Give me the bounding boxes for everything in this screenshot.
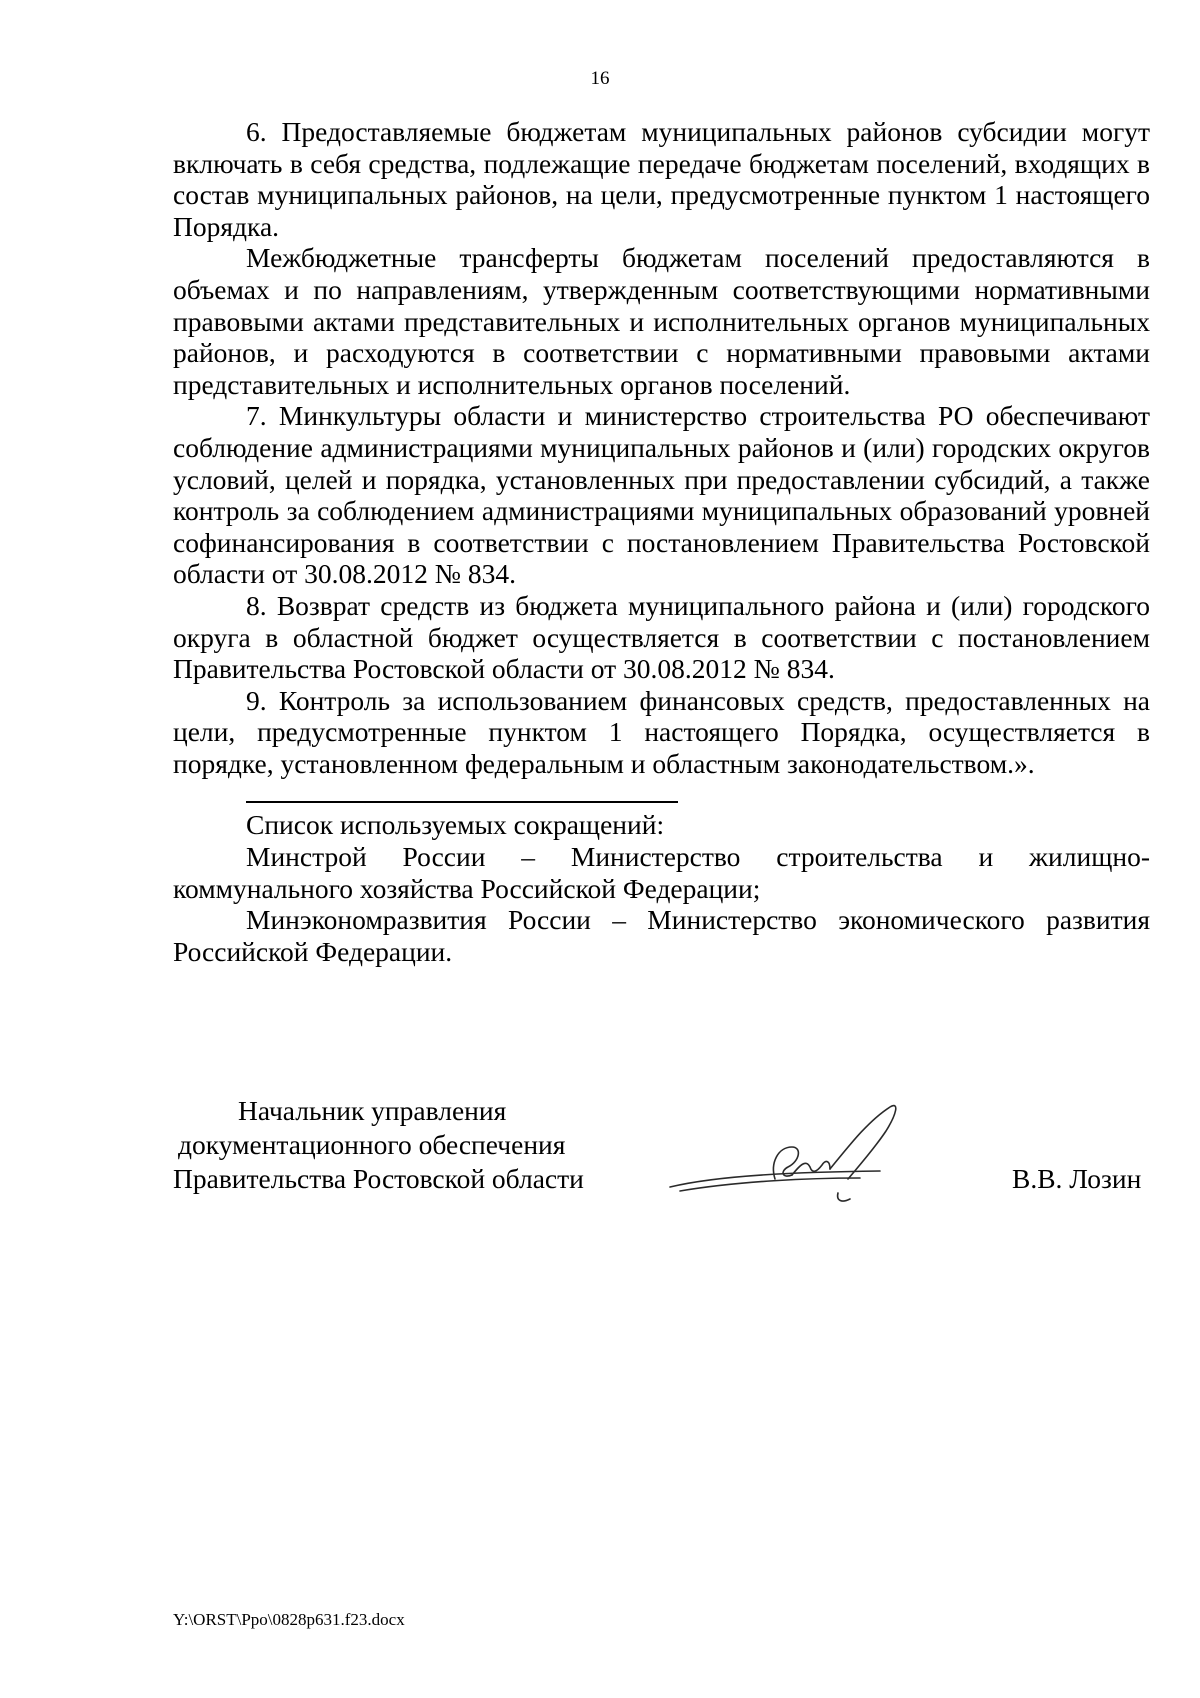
signatory-title-line: Начальник управления xyxy=(238,1095,507,1126)
paragraph-7: 7. Минкультуры области и министерство строительства РО обеспечивают соблюдение администрациями муниципальных районов и (или) городских округов условий, целей и порядка, установленных при предоставлении субсидий, а также контроль за соблюдением администрациями муниципальных образований уровней софинансирования в соответствии с постановлением Правительства Ростовской области от 30.08.2012 № 834. xyxy=(173,400,1150,590)
abbreviation-item: Минстрой России – Министерство строительства и жилищно-коммунального хозяйства Российской Федерации; xyxy=(173,841,1150,904)
page-number: 16 xyxy=(590,68,610,89)
signature-block xyxy=(0,1095,1200,1235)
signatory-title-line: документационного обеспечения xyxy=(178,1129,566,1160)
paragraph-8: 8. Возврат средств из бюджета муниципального района и (или) городского округа в областной бюджет осуществляется в соответствии с постановлением Правительства Ростовской области от 30.08.2012 № 834. xyxy=(173,589,1150,685)
footnote-divider xyxy=(246,801,678,803)
paragraph-interbudget-transfers: Межбюджетные трансферты бюджетам поселений предоставляются в объемах и по направлениям, утвержденным соответствующими нормативными правовыми актами представительных и исполнительных органов муниципальных районов, и расходуются в соответствии с нормативными правовыми актами представительных и исполнительных органов поселений. xyxy=(173,242,1150,400)
abbreviation-item: Минэкономразвития России – Министерство экономического развития Российской Федерации. xyxy=(173,904,1150,967)
signature-flourish-stroke xyxy=(830,1106,896,1179)
paragraph-6: 6. Предоставляемые бюджетам муниципальных районов субсидии могут включать в себя средства, подлежащие передаче бюджетам поселений, входящих в состав муниципальных районов, на цели, предусмотренные пунктом 1 настоящего Порядка. xyxy=(173,116,1150,242)
signatory-name: В.В. Лозин xyxy=(1012,1163,1142,1194)
abbreviations-list xyxy=(173,809,1150,967)
abbreviations-heading: Список используемых сокращений: xyxy=(246,809,665,841)
signatory-title-line: Правительства Ростовской области xyxy=(173,1163,584,1194)
handwritten-signature xyxy=(660,1075,960,1225)
footer-file-path: Y:\ORST\Ppo\0828p631.f23.docx xyxy=(173,1610,405,1629)
paragraph-9: 9. Контроль за использованием финансовых средств, предоставленных на цели, предусмотренные пунктом 1 настоящего Порядка, осуществляется в порядке, установленном федеральным и областным законодательством.». xyxy=(173,684,1150,779)
document-body xyxy=(173,116,1150,967)
